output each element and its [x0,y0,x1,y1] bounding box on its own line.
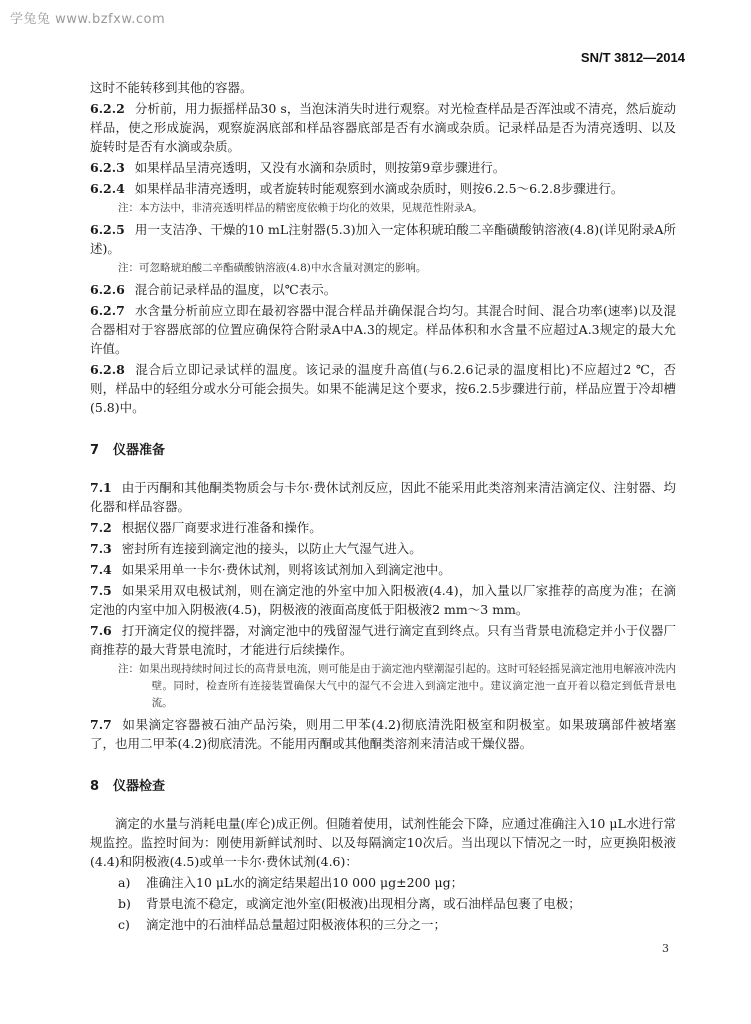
section-number: 7 [90,443,100,458]
page-number: 3 [662,942,669,955]
clause-6-2-8 [90,360,676,417]
clause-number: 7.7 [90,717,112,732]
clause-number: 6.2.8 [90,362,125,377]
clause-7-6 [90,621,676,659]
clause-7-1 [90,478,676,516]
section-8-paragraph: 滴定的水量与消耗电量(库仑)成正例。但随着使用，试剂性能会下降，应通过准确注入10 μL水进行常规监控。监控时间为：刚使用新鲜试剂时、以及每隔滴定10次后。当出现以下情况之一时，应更换阳极液(4.4)和阴极液(4.5)或单一卡尔·费休试剂(4.6)： [90,816,676,869]
section-title: 仪器准备 [113,443,166,458]
clause-number: 6.2.4 [90,181,125,196]
clause-7-3 [90,539,676,558]
section-heading-8 [90,775,676,794]
clause-text: 水含量分析前应立即在最初容器中混合样品并确保混合均匀。其混合时间、混合功率(速率)以及混合器相对于容器底部的位置应确保符合附录A中A.3的规定。样品体积和水含量不应超过A.3规定的最大允许值。 [90,303,676,356]
clause-text: 如果样品呈清亮透明，又没有水滴和杂质时，则按第9章步骤进行。 [134,160,506,175]
clause-6-2-5 [90,220,676,258]
clause-text: 分析前，用力振摇样品30 s，当泡沫消失时进行观察。对光检查样品是否浑浊或不清亮，然后旋动样品，使之形成旋涡，观察旋涡底部和样品容器底部是否有水滴或杂质。记录样品是否为清亮透明、以及旋转时是否有水滴或杂质。 [90,101,676,154]
section-heading-7 [90,439,676,458]
clause-number: 7.6 [90,623,112,638]
clause-7-7 [90,715,676,753]
list-item-text: 背景电流不稳定，或滴定池外室(阳极液)出现相分离，或石油样品包裹了电极； [146,896,581,911]
standard-code: SN/T 3812—2014 [580,50,685,65]
clause-7-2 [90,518,676,537]
clause-6-2-3 [90,158,676,177]
clause-6-2-6 [90,280,676,299]
clause-text: 混合后立即记录试样的温度。该记录的温度升高值(与6.2.6记录的温度相比)不应超过2 ℃，否则，样品中的轻组分或水分可能会损失。如果不能满足这个要求，按6.2.5步骤进行前，样品应置于冷却槽(5.8)中。 [90,362,676,415]
clause-6-2-7 [90,301,676,358]
watermark: 学兔兔 www.bzfxw.com [10,12,166,27]
clause-number: 7.2 [90,520,112,535]
section-title: 仪器检查 [113,779,166,794]
clause-7-5 [90,581,676,619]
clause-number: 6.2.2 [90,101,125,116]
note: 注：可忽略琥珀酸二辛酯磺酸钠溶液(4.8)中水含量对测定的影响。 [118,262,427,274]
clause-number: 6.2.7 [90,303,125,318]
list-item [90,915,676,934]
clause-text: 如果滴定容器被石油产品污染，则用二甲苯(4.2)彻底清洗阳极室和阴极室。如果玻璃部件被堵塞了，也用二甲苯(4.2)彻底清洗。不能用丙酮或其他酮类溶剂来清洁或干燥仪器。 [90,717,676,751]
clause-number: 6.2.5 [90,222,125,237]
section-number: 8 [90,779,100,794]
continued-paragraph: 这时不能转移到其他的容器。 [90,80,253,95]
list-item [90,894,676,913]
list-marker: b) [118,896,131,911]
clause-text: 密封所有连接到滴定池的接头，以防止大气湿气进入。 [121,541,422,556]
list-marker: a) [118,875,131,890]
note: 注：本方法中，非清亮透明样品的精密度依赖于均化的效果，见规范性附录A。 [118,202,483,214]
clause-text: 用一支洁净、干燥的10 mL注射器(5.3)加入一定体积琥珀酸二辛酯磺酸钠溶液(4.8)(详见附录A所述)。 [90,222,676,256]
clause-7-4 [90,560,676,579]
clause-number: 6.2.3 [90,160,125,175]
clause-text: 如果采用单一卡尔·费休试剂，则将该试剂加入到滴定池中。 [121,562,451,577]
list-item-text: 滴定池中的石油样品总量超过阳极液体积的三分之一； [146,917,447,932]
clause-6-2-4 [90,179,676,198]
clause-6-2-2 [90,99,676,156]
clause-number: 6.2.6 [90,282,125,297]
clause-number: 7.1 [90,480,112,495]
clause-number: 7.4 [90,562,112,577]
clause-text: 如果采用双电极试剂，则在滴定池的外室中加入阳极液(4.4)，加入量以厂家推荐的高度为准；在滴定池的内室中加入阴极液(4.5)，阴极液的液面高度低于阳极液2 mm～3 mm。 [90,583,676,617]
clause-text: 如果样品非清亮透明，或者旋转时能观察到水滴或杂质时，则按6.2.5～6.2.8步骤进行。 [134,181,624,196]
clause-number: 7.3 [90,541,112,556]
note: 注：如果出现持续时间过长的高背景电流，则可能是由于滴定池内壁潮湿引起的。这时可轻轻摇晃滴定池用电解液冲洗内壁。同时，检查所有连接装置确保大气中的湿气不会进入到滴定池中。建议滴定池一直开着以稳定到低背景电流。 [118,663,676,709]
list-item [90,873,676,892]
clause-number: 7.5 [90,583,112,598]
clause-text: 混合前记录样品的温度，以℃表示。 [134,282,337,297]
document-body [90,78,676,936]
clause-text: 由于丙酮和其他酮类物质会与卡尔·费休试剂反应，因此不能采用此类溶剂来清洁滴定仪、注射器、均化器和样品容器。 [90,480,676,514]
list-item-text: 准确注入10 μL水的滴定结果超出10 000 μg±200 μg； [146,875,464,890]
clause-text: 打开滴定仪的搅拌器，对滴定池中的残留湿气进行滴定直到终点。只有当背景电流稳定并小于仪器厂商推荐的最大背景电流时，才能进行后续操作。 [90,623,676,657]
clause-text: 根据仪器厂商要求进行准备和操作。 [121,520,322,535]
list-marker: c) [118,917,130,932]
